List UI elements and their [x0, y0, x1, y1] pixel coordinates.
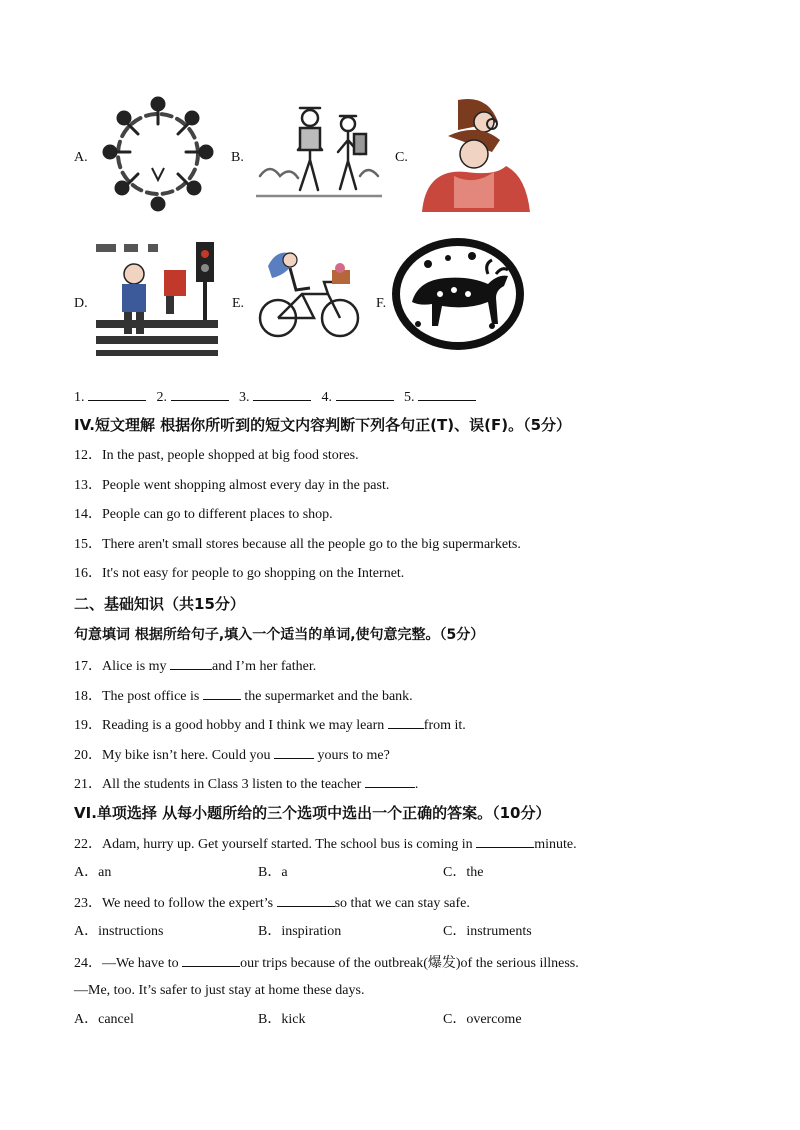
answer-blank-1[interactable]: [88, 388, 146, 401]
answer-label-4: 4.: [321, 390, 332, 405]
q23-option-a[interactable]: A．instructions: [74, 924, 164, 939]
fill-blank-20[interactable]: [274, 746, 314, 759]
boy-crossing-road-icon: [96, 240, 218, 356]
question-18: 18．The post office is the supermarket and the bank.: [74, 689, 413, 704]
answer-label-2: 2.: [156, 390, 167, 405]
fill-blank-18[interactable]: [203, 687, 241, 700]
question-12: 12．In the past, people shopped at big food stores.: [74, 448, 359, 463]
question-16: 16．It's not easy for people to go shopping on the Internet.: [74, 566, 405, 581]
answer-label-3: 3.: [239, 390, 250, 405]
picture-label-f: F.: [376, 296, 387, 311]
answer-blank-3[interactable]: [253, 388, 311, 401]
fill-blank-24[interactable]: [182, 954, 240, 967]
section6-heading: VI.单项选择 从每小题所给的三个选项中选出一个正确的答案。（10分）: [74, 804, 551, 822]
part2-heading: 二、基础知识（共15分）: [74, 595, 245, 613]
question-19: 19．Reading is a good hobby and I think we may learn from it.: [74, 718, 466, 733]
section4-heading: IV.短文理解 根据你所听到的短文内容判断下列各句正(T)、误(F)。（5分）: [74, 416, 572, 434]
answer-blank-5[interactable]: [418, 388, 476, 401]
two-hikers-icon: [256, 96, 382, 200]
ox-papercut-icon: [388, 236, 528, 352]
question-17: 17．Alice is my and I’m her father.: [74, 659, 317, 674]
picture-answer-row: [74, 388, 476, 406]
picture-label-b: B.: [231, 150, 244, 165]
q23-option-c[interactable]: C．instruments: [443, 924, 532, 939]
q24-option-b[interactable]: B．kick: [258, 1012, 306, 1027]
picture-label-e: E.: [232, 296, 245, 311]
q24-option-a[interactable]: A．cancel: [74, 1012, 134, 1027]
fill-blank-21[interactable]: [365, 775, 415, 788]
picture-label-d: D.: [74, 296, 88, 311]
answer-label-1: 1.: [74, 390, 85, 405]
fill-blank-19[interactable]: [388, 716, 424, 729]
question-20: 20．My bike isn’t here. Could you yours to me?: [74, 748, 390, 763]
fill-blank-17[interactable]: [170, 657, 212, 670]
answer-blank-4[interactable]: [336, 388, 394, 401]
question-21: 21．All the students in Class 3 listen to the teacher .: [74, 777, 419, 792]
question-15: 15．There aren't small stores because all the people go to the big supermarkets.: [74, 537, 521, 552]
parent-child-hug-icon: [418, 96, 530, 212]
fill-blank-23[interactable]: [277, 894, 335, 907]
question-22: 22．Adam, hurry up. Get yourself started. The school bus is coming in minute.: [74, 837, 577, 852]
question-24-reply: —Me, too. It’s safer to just stay at home these days.: [74, 983, 365, 998]
answer-blank-2[interactable]: [171, 388, 229, 401]
children-circle-icon: [102, 96, 214, 212]
answer-label-5: 5.: [404, 390, 415, 405]
picture-label-a: A.: [74, 150, 88, 165]
q22-option-c[interactable]: C．the: [443, 865, 484, 880]
q24-option-c[interactable]: C．overcome: [443, 1012, 522, 1027]
question-24: 24．—We have to our trips because of the outbreak(爆发)of the serious illness.: [74, 956, 579, 971]
question-23: 23．We need to follow the expert’s so that we can stay safe.: [74, 896, 470, 911]
picture-label-c: C.: [395, 150, 408, 165]
q23-option-b[interactable]: B．inspiration: [258, 924, 342, 939]
q22-option-b[interactable]: B．a: [258, 865, 288, 880]
part2-sub-heading: 句意填词 根据所给句子,填入一个适当的单词,使句意完整。（5分）: [74, 627, 485, 643]
fill-blank-22[interactable]: [476, 835, 534, 848]
girl-cycling-icon: [256, 244, 362, 340]
question-14: 14．People can go to different places to shop.: [74, 507, 333, 522]
question-13: 13．People went shopping almost every day in the past.: [74, 478, 390, 493]
q22-option-a[interactable]: A．an: [74, 865, 112, 880]
